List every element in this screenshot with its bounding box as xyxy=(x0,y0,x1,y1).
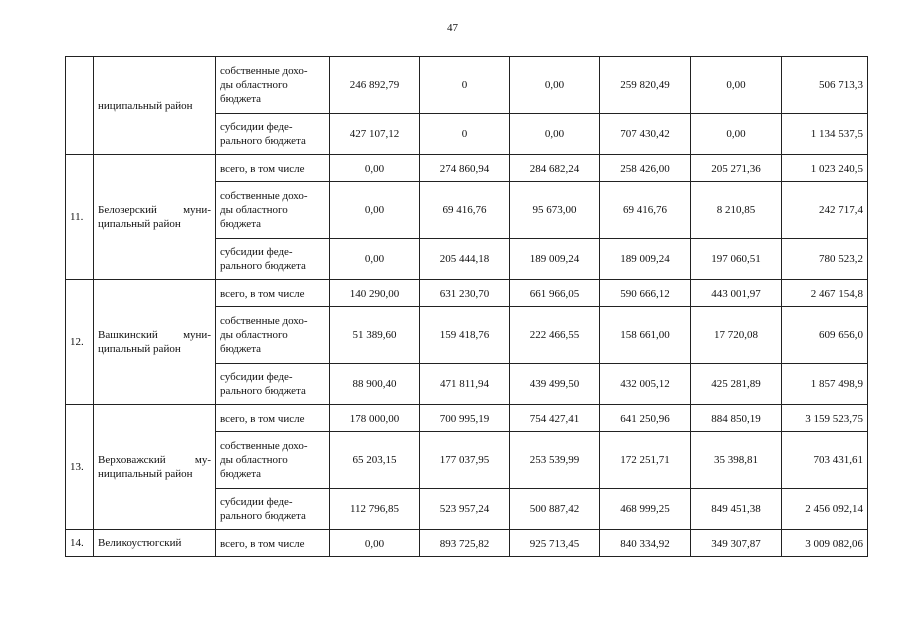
district-name: Белозерский муни-ципальный район xyxy=(94,155,216,280)
amount-cell: 140 290,00 xyxy=(330,280,420,307)
funding-source: собственные дохо- ды областного бюджета xyxy=(220,315,308,355)
funding-source-cell xyxy=(216,114,330,155)
district-name: Верховажский му-ниципальный район xyxy=(94,405,216,530)
row-number: 14. xyxy=(66,530,94,557)
amount-cell: 189 009,24 xyxy=(510,239,600,280)
row-number xyxy=(66,57,94,155)
row-number: 13. xyxy=(66,405,94,530)
amount-cell: 178 000,00 xyxy=(330,405,420,432)
amount-cell: 443 001,97 xyxy=(691,280,782,307)
amount-cell: 69 416,76 xyxy=(420,182,510,239)
amount-cell: 0,00 xyxy=(510,57,600,114)
amount-cell: 0,00 xyxy=(330,239,420,280)
funding-source-cell xyxy=(216,405,330,432)
amount-cell: 222 466,55 xyxy=(510,307,600,364)
amount-cell: 259 820,49 xyxy=(600,57,691,114)
amount-cell: 349 307,87 xyxy=(691,530,782,557)
amount-cell: 849 451,38 xyxy=(691,489,782,530)
funding-source-cell xyxy=(216,307,330,364)
funding-source-cell xyxy=(216,57,330,114)
total-cell: 2 456 092,14 xyxy=(782,489,868,530)
district-name: Вашкинский муни-ципальный район xyxy=(94,280,216,405)
amount-cell: 0,00 xyxy=(691,114,782,155)
funding-source-cell xyxy=(216,530,330,557)
amount-cell: 439 499,50 xyxy=(510,364,600,405)
funding-source: всего, в том числе xyxy=(220,162,305,175)
amount-cell: 205 444,18 xyxy=(420,239,510,280)
funding-source-cell xyxy=(216,182,330,239)
funding-source: субсидии феде- рального бюджета xyxy=(220,121,306,147)
amount-cell: 468 999,25 xyxy=(600,489,691,530)
amount-cell: 95 673,00 xyxy=(510,182,600,239)
funding-source: всего, в том числе xyxy=(220,412,305,425)
total-cell: 506 713,3 xyxy=(782,57,868,114)
funding-source: собственные дохо- ды областного бюджета xyxy=(220,190,308,230)
table-row xyxy=(66,280,868,307)
total-cell: 2 467 154,8 xyxy=(782,280,868,307)
amount-cell: 523 957,24 xyxy=(420,489,510,530)
amount-cell: 884 850,19 xyxy=(691,405,782,432)
amount-cell: 840 334,92 xyxy=(600,530,691,557)
district-name: ниципальный район xyxy=(94,57,216,155)
amount-cell: 0,00 xyxy=(691,57,782,114)
amount-cell: 0 xyxy=(420,57,510,114)
total-cell: 609 656,0 xyxy=(782,307,868,364)
amount-cell: 35 398,81 xyxy=(691,432,782,489)
amount-cell: 0,00 xyxy=(330,530,420,557)
funding-source-cell xyxy=(216,364,330,405)
row-number: 11. xyxy=(66,155,94,280)
amount-cell: 631 230,70 xyxy=(420,280,510,307)
amount-cell: 65 203,15 xyxy=(330,432,420,489)
amount-cell: 925 713,45 xyxy=(510,530,600,557)
amount-cell: 274 860,94 xyxy=(420,155,510,182)
amount-cell: 158 661,00 xyxy=(600,307,691,364)
amount-cell: 0,00 xyxy=(330,155,420,182)
funding-source-cell xyxy=(216,432,330,489)
amount-cell: 427 107,12 xyxy=(330,114,420,155)
amount-cell: 51 389,60 xyxy=(330,307,420,364)
funding-source-cell xyxy=(216,489,330,530)
amount-cell: 172 251,71 xyxy=(600,432,691,489)
amount-cell: 661 966,05 xyxy=(510,280,600,307)
amount-cell: 284 682,24 xyxy=(510,155,600,182)
table-body xyxy=(66,57,868,557)
amount-cell: 500 887,42 xyxy=(510,489,600,530)
amount-cell: 258 426,00 xyxy=(600,155,691,182)
amount-cell: 246 892,79 xyxy=(330,57,420,114)
amount-cell: 197 060,51 xyxy=(691,239,782,280)
funding-source: субсидии феде- рального бюджета xyxy=(220,371,306,397)
amount-cell: 471 811,94 xyxy=(420,364,510,405)
funding-source: собственные дохо- ды областного бюджета xyxy=(220,65,308,105)
district-name: Великоустюгский xyxy=(94,530,216,557)
total-cell: 1 857 498,9 xyxy=(782,364,868,405)
total-cell: 780 523,2 xyxy=(782,239,868,280)
total-cell: 1 023 240,5 xyxy=(782,155,868,182)
amount-cell: 432 005,12 xyxy=(600,364,691,405)
amount-cell: 0,00 xyxy=(510,114,600,155)
amount-cell: 754 427,41 xyxy=(510,405,600,432)
amount-cell: 590 666,12 xyxy=(600,280,691,307)
amount-cell: 189 009,24 xyxy=(600,239,691,280)
funding-source: собственные дохо- ды областного бюджета xyxy=(220,440,308,480)
funding-source-cell xyxy=(216,239,330,280)
total-cell: 242 717,4 xyxy=(782,182,868,239)
table-row xyxy=(66,405,868,432)
table-row xyxy=(66,57,868,114)
amount-cell: 177 037,95 xyxy=(420,432,510,489)
amount-cell: 707 430,42 xyxy=(600,114,691,155)
total-cell: 1 134 537,5 xyxy=(782,114,868,155)
funding-source: всего, в том числе xyxy=(220,287,305,300)
amount-cell: 88 900,40 xyxy=(330,364,420,405)
amount-cell: 112 796,85 xyxy=(330,489,420,530)
budget-table xyxy=(65,56,868,557)
total-cell: 703 431,61 xyxy=(782,432,868,489)
amount-cell: 700 995,19 xyxy=(420,405,510,432)
amount-cell: 8 210,85 xyxy=(691,182,782,239)
amount-cell: 893 725,82 xyxy=(420,530,510,557)
funding-source-cell xyxy=(216,155,330,182)
total-cell: 3 159 523,75 xyxy=(782,405,868,432)
amount-cell: 205 271,36 xyxy=(691,155,782,182)
amount-cell: 0,00 xyxy=(330,182,420,239)
amount-cell: 425 281,89 xyxy=(691,364,782,405)
amount-cell: 17 720,08 xyxy=(691,307,782,364)
row-number: 12. xyxy=(66,280,94,405)
amount-cell: 0 xyxy=(420,114,510,155)
amount-cell: 159 418,76 xyxy=(420,307,510,364)
funding-source-cell xyxy=(216,280,330,307)
page-number: 47 xyxy=(447,22,458,34)
amount-cell: 253 539,99 xyxy=(510,432,600,489)
table-row xyxy=(66,530,868,557)
funding-source: субсидии феде- рального бюджета xyxy=(220,246,306,272)
table-row xyxy=(66,155,868,182)
funding-source: всего, в том числе xyxy=(220,537,305,550)
funding-source: субсидии феде- рального бюджета xyxy=(220,496,306,522)
amount-cell: 69 416,76 xyxy=(600,182,691,239)
amount-cell: 641 250,96 xyxy=(600,405,691,432)
total-cell: 3 009 082,06 xyxy=(782,530,868,557)
